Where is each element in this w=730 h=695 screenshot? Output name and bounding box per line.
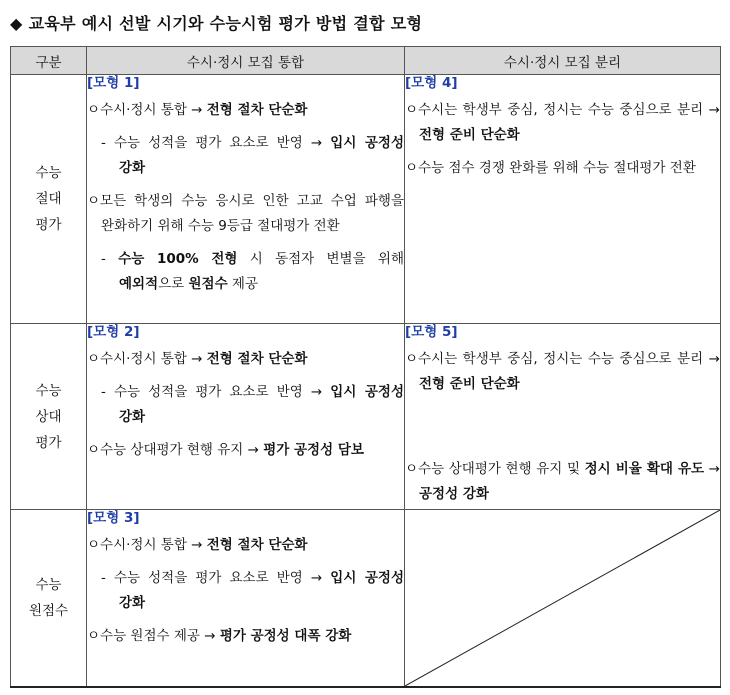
row-header-line: 수능 (35, 382, 62, 399)
model-3-subpoint-1: - 수능 성적을 평가 요소로 반영 → 입시 공정성 강화 (101, 570, 404, 611)
model-2-point-2: ㅇ수능 상대평가 현행 유지 → 평가 공정성 담보 (87, 442, 364, 458)
header-integrated: 수시·정시 모집 통합 (87, 47, 405, 75)
not-applicable-cell (405, 510, 721, 688)
model-2-point-1: ㅇ수시·정시 통합 → 전형 절차 단순화 (87, 351, 308, 367)
model-1-point-2: ㅇ모든 학생의 수능 응시로 인한 고교 수업 파행을 완화하기 위해 수능 9등급 절대평가 전환 (87, 193, 404, 234)
model-4-point-2: ㅇ수능 점수 경쟁 완화를 위해 수능 절대평가 전환 (405, 160, 696, 176)
header-row (11, 47, 721, 75)
row-header-line: 평가 (35, 217, 62, 233)
row-header-relative (11, 324, 87, 510)
model-4-point-1: ㅇ수시는 학생부 중심, 정시는 수능 중심으로 분리 → 전형 준비 단순화 (405, 102, 720, 143)
model-2-subpoint-1: - 수능 성적을 평가 요소로 반영 → 입시 공정성 강화 (101, 384, 404, 425)
model-1-cell (87, 75, 405, 324)
model-1-point-1: ㅇ수시·정시 통합 → 전형 절차 단순화 (87, 102, 308, 118)
row-header-line: 평가 (35, 434, 62, 451)
model-5-cell (405, 324, 721, 510)
diagonal-slash-icon (405, 510, 720, 686)
model-5-point-2: ㅇ수능 상대평가 현행 유지 및 정시 비율 확대 유도 → 공정성 강화 (405, 461, 720, 502)
diamond-bullet-icon: ◆ (10, 14, 23, 33)
model-1-tag: [모형 1] (87, 75, 140, 91)
model-1-subpoint-2: - 수능 100% 전형 시 동점자 변별을 위해 예외적으로 원점수 제공 (101, 251, 404, 292)
row-header-absolute (11, 75, 87, 324)
row-header-line: 절대 (35, 191, 62, 207)
model-3-tag: [모형 3] (87, 510, 140, 526)
row-header-line: 수능 (35, 577, 62, 593)
model-4-cell (405, 75, 721, 324)
title-text: 교육부 예시 선발 시기와 수능시험 평가 방법 결합 모형 (28, 14, 423, 33)
header-separated: 수시·정시 모집 분리 (405, 47, 721, 75)
model-2-tag: [모형 2] (87, 324, 140, 340)
table-row-raw-score (11, 510, 721, 688)
table-row-relative (11, 324, 721, 510)
model-table (10, 46, 721, 688)
table-row-absolute (11, 75, 721, 324)
model-1-subpoint-1: - 수능 성적을 평가 요소로 반영 → 입시 공정성 강화 (101, 135, 404, 176)
spacer (405, 405, 720, 457)
page-title (10, 11, 422, 34)
row-header-line: 원점수 (28, 603, 69, 619)
model-4-tag: [모형 4] (405, 75, 458, 91)
row-header-line: 수능 (35, 165, 62, 181)
row-header-raw-score (11, 510, 87, 688)
model-3-point-1: ㅇ수시·정시 통합 → 전형 절차 단순화 (87, 537, 308, 553)
model-3-cell (87, 510, 405, 688)
row-header-line: 상대 (35, 408, 62, 425)
model-3-point-2: ㅇ수능 원점수 제공 → 평가 공정성 대폭 강화 (87, 628, 352, 644)
model-5-tag: [모형 5] (405, 324, 458, 340)
header-category: 구분 (11, 47, 87, 75)
model-5-point-1: ㅇ수시는 학생부 중심, 정시는 수능 중심으로 분리 → 전형 준비 단순화 (405, 351, 720, 392)
model-2-cell (87, 324, 405, 510)
